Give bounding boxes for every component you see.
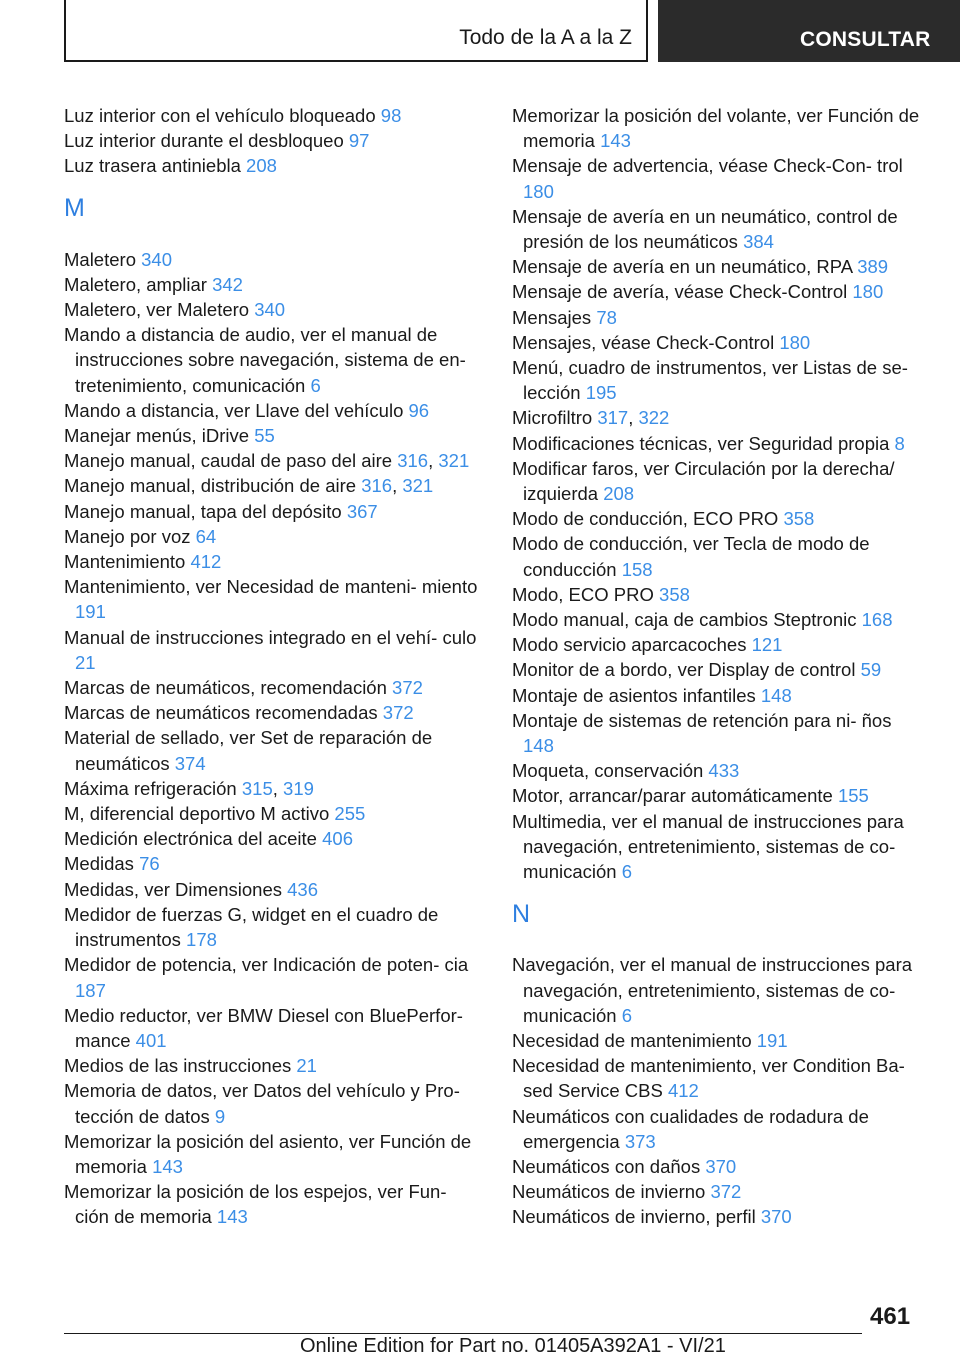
footer-divider bbox=[64, 1333, 862, 1334]
index-entry bbox=[64, 1078, 478, 1128]
index-entry: Manejo manual, distribución de aire 316, 321 bbox=[64, 475, 434, 497]
letter-heading: N bbox=[512, 900, 531, 929]
index-entry-text: Memorizar la posición del asiento, ver Función de memoria bbox=[64, 1130, 472, 1177]
index-entry-text: Material de sellado, ver Set de reparación de neumáticos bbox=[64, 727, 433, 774]
page-link[interactable]: 59 bbox=[860, 659, 882, 681]
page-link[interactable]: 180 bbox=[523, 180, 554, 202]
index-entry-text: Modificar faros, ver Circulación por la derecha/ izquierda bbox=[512, 457, 895, 505]
index-entry: Manejo manual, caudal de paso del aire 316, 321 bbox=[64, 450, 470, 472]
page-link[interactable]: 208 bbox=[246, 155, 277, 177]
index-entry bbox=[512, 683, 922, 708]
letter-heading: M bbox=[64, 193, 85, 222]
index-entry-text: Mensaje de avería en un neumático, RPA bbox=[512, 256, 853, 278]
header-section-box bbox=[64, 0, 648, 62]
index-entry-text: Mando a distancia de audio, ver el manual de instrucciones sobre navegación, sistema de en‐ tretenimiento, comunicación bbox=[64, 324, 466, 396]
index-entry bbox=[512, 1028, 922, 1053]
page-link[interactable]: 143 bbox=[216, 1206, 248, 1228]
index-entry bbox=[512, 758, 922, 783]
index-entry bbox=[64, 725, 478, 775]
index-entry-text: Maletero, ampliar bbox=[64, 273, 207, 295]
index-entry bbox=[512, 153, 922, 203]
index-entry bbox=[64, 297, 478, 322]
index-entry bbox=[512, 582, 922, 607]
index-entry-text: Moqueta, conservación bbox=[512, 760, 704, 782]
index-entry bbox=[64, 1053, 478, 1078]
index-entry-text: Multimedia, ver el manual de instrucciones para navegación, entretenimiento, sistemas de co‐ municación bbox=[512, 810, 904, 883]
index-entry bbox=[64, 524, 478, 549]
page-link[interactable]: 121 bbox=[751, 634, 783, 656]
page-link[interactable]: 315 bbox=[241, 777, 273, 799]
index-entry bbox=[512, 279, 922, 304]
page-link[interactable]: 96 bbox=[408, 399, 430, 421]
page-link[interactable]: 6 bbox=[310, 374, 321, 396]
page-link[interactable]: 9 bbox=[214, 1105, 226, 1127]
index-entry-text: Motor, arrancar/parar automáticamente bbox=[512, 785, 833, 807]
page-link[interactable]: 406 bbox=[322, 828, 353, 850]
index-entry bbox=[512, 103, 922, 153]
index-entry bbox=[64, 398, 478, 423]
page-link[interactable]: 155 bbox=[837, 785, 869, 807]
index-entry-text: Medios de las instrucciones bbox=[64, 1055, 292, 1077]
index-entry-text: Medio reductor, ver BMW Diesel con BluePerfor‐ mance bbox=[64, 1004, 463, 1051]
index-entry-text: Medición electrónica del aceite bbox=[64, 828, 317, 850]
tab-consultar[interactable]: CONSULTAR bbox=[800, 28, 931, 51]
index-entry bbox=[512, 431, 922, 456]
index-entry bbox=[512, 355, 922, 405]
index-entry bbox=[512, 204, 922, 254]
index-entry-text: Memorizar la posición del volante, ver Función de memoria bbox=[512, 105, 920, 152]
index-entry bbox=[64, 801, 478, 826]
index-entry-text: Microfiltro bbox=[512, 407, 593, 429]
index-entry-text: Mantenimiento bbox=[64, 551, 186, 573]
page-link[interactable]: 373 bbox=[624, 1130, 656, 1152]
page-link[interactable]: 316 bbox=[397, 450, 429, 472]
index-entry-text: M, diferencial deportivo M activo bbox=[64, 803, 330, 825]
index-entry-text: Mensaje de advertencia, véase Check-Con‐ trol bbox=[512, 155, 903, 177]
index-entry-text: Neumáticos con daños bbox=[512, 1155, 701, 1177]
page-link[interactable]: 187 bbox=[75, 979, 106, 1001]
index-entry bbox=[512, 632, 922, 657]
index-entry-text: Mensaje de avería, véase Check-Control bbox=[512, 281, 848, 303]
index-entry bbox=[64, 675, 478, 700]
index-entry bbox=[512, 1154, 922, 1179]
page-link[interactable]: 389 bbox=[857, 256, 889, 278]
page-link[interactable]: 178 bbox=[186, 929, 217, 951]
page-link[interactable]: 143 bbox=[152, 1155, 183, 1177]
index-entry-text: Maletero bbox=[64, 248, 136, 270]
index-entry-text: Mensajes, véase Check-Control bbox=[512, 331, 775, 353]
index-entry bbox=[64, 574, 478, 624]
page-link[interactable]: 76 bbox=[139, 853, 160, 875]
page-number: 461 bbox=[870, 1303, 911, 1330]
index-entry bbox=[512, 1179, 922, 1204]
index-entry bbox=[512, 254, 922, 279]
index-entry bbox=[64, 247, 478, 272]
index-entry-text: Montaje de asientos infantiles bbox=[512, 684, 756, 706]
index-entry bbox=[512, 657, 922, 682]
page-link[interactable]: 358 bbox=[659, 583, 690, 605]
index-entry-text: Modo servicio aparcacoches bbox=[512, 634, 747, 656]
page-link[interactable]: 321 bbox=[438, 450, 470, 472]
page-link[interactable]: 208 bbox=[603, 483, 635, 505]
index-entry bbox=[64, 272, 478, 297]
index-entry bbox=[64, 549, 478, 574]
index-column-right bbox=[512, 103, 922, 1230]
index-entry bbox=[64, 952, 478, 1002]
page-link[interactable]: 191 bbox=[75, 601, 106, 623]
index-entry bbox=[512, 330, 922, 355]
index-entry bbox=[64, 103, 478, 128]
footer-edition-text: Online Edition for Part no. 01405A392A1 - VI/21 bbox=[300, 1335, 726, 1357]
page-link[interactable]: 317 bbox=[597, 407, 629, 429]
index-entry bbox=[64, 423, 478, 448]
index-entry-text: Mensaje de avería en un neumático, control de presión de los neumáticos bbox=[512, 205, 898, 253]
index-entry bbox=[512, 1104, 922, 1154]
index-entry-text: Memoria de datos, ver Datos del vehículo y Pro‐ tección de datos bbox=[64, 1080, 460, 1127]
index-entry-text: Necesidad de mantenimiento bbox=[512, 1029, 752, 1051]
page-link[interactable]: 401 bbox=[135, 1029, 167, 1051]
index-entry bbox=[512, 1053, 922, 1103]
index-entry-text: Modo, ECO PRO bbox=[512, 583, 654, 605]
page-link[interactable]: 64 bbox=[195, 525, 217, 547]
index-entry bbox=[512, 607, 922, 632]
index-entry-text: Mensajes bbox=[512, 306, 592, 328]
index-entry-text: Mantenimiento, ver Necesidad de manteni‐ miento bbox=[64, 576, 478, 598]
page-link[interactable]: 195 bbox=[585, 382, 617, 404]
page-link[interactable]: 21 bbox=[296, 1055, 317, 1077]
index-entry bbox=[64, 1129, 478, 1179]
index-entry bbox=[64, 877, 478, 902]
page-link[interactable]: 342 bbox=[212, 273, 243, 295]
page-link[interactable]: 367 bbox=[346, 500, 378, 522]
page-link[interactable]: 78 bbox=[596, 306, 617, 328]
index-entry-text: Medidor de fuerzas G, widget en el cuadro de instrumentos bbox=[64, 903, 439, 951]
index-entry: Máxima refrigeración 315, 319 bbox=[64, 777, 314, 799]
page-link[interactable]: 8 bbox=[894, 432, 905, 454]
index-entry bbox=[64, 826, 478, 851]
index-entry bbox=[512, 305, 922, 330]
index-entry bbox=[64, 1179, 478, 1229]
index-entry-text: Medidas bbox=[64, 853, 134, 875]
index-entry-text: Luz trasera antiniebla bbox=[64, 155, 241, 177]
page-link[interactable]: 370 bbox=[760, 1206, 792, 1228]
index-entry bbox=[64, 153, 478, 178]
index-entry-text: Manejo manual, tapa del depósito bbox=[64, 500, 342, 522]
index-entry-text: Medidas, ver Dimensiones bbox=[64, 878, 282, 900]
index-entry-text: Memorizar la posición de los espejos, ver Fun‐ ción de memoria bbox=[64, 1181, 447, 1228]
index-entry bbox=[64, 902, 478, 952]
page-link[interactable]: 372 bbox=[382, 702, 414, 724]
index-entry-text: Maletero, ver Maletero bbox=[64, 299, 250, 321]
page-link[interactable]: 372 bbox=[710, 1181, 742, 1203]
page-link[interactable]: 316 bbox=[361, 475, 393, 497]
page-link[interactable]: 412 bbox=[667, 1080, 699, 1102]
index-entry-text: Luz interior durante el desbloqueo bbox=[64, 130, 344, 152]
page-link[interactable]: 55 bbox=[254, 425, 275, 447]
index-entry-text: Luz interior con el vehículo bloqueado bbox=[64, 105, 376, 126]
page-link[interactable]: 168 bbox=[861, 609, 893, 631]
page-link[interactable]: 321 bbox=[402, 475, 434, 497]
index-entry bbox=[512, 809, 922, 885]
index-entry-text: Mando a distancia, ver Llave del vehículo bbox=[64, 399, 404, 421]
page-link[interactable]: 433 bbox=[708, 760, 740, 782]
index-entry bbox=[64, 625, 478, 675]
page-link[interactable]: 322 bbox=[638, 407, 670, 429]
index-entry bbox=[512, 952, 922, 1028]
page-link[interactable]: 148 bbox=[760, 684, 792, 706]
index-entry-text: Neumáticos de invierno bbox=[512, 1181, 706, 1203]
index-entry-text: Menú, cuadro de instrumentos, ver Listas de se‐ lección bbox=[512, 357, 908, 404]
page-link[interactable]: 319 bbox=[283, 777, 314, 799]
index-entry-text: Manejo por voz bbox=[64, 525, 191, 547]
index-entry bbox=[512, 1204, 922, 1229]
section-title: Todo de la A a la Z bbox=[459, 26, 632, 49]
page-link[interactable]: 98 bbox=[380, 105, 402, 126]
page-link[interactable]: 148 bbox=[523, 735, 554, 757]
page-link[interactable]: 340 bbox=[141, 248, 172, 270]
page-link[interactable]: 370 bbox=[705, 1155, 737, 1177]
index-entry bbox=[64, 499, 478, 524]
index-entry-text: Montaje de sistemas de retención para ni‐ ños bbox=[512, 709, 892, 731]
page-link[interactable]: 180 bbox=[852, 281, 884, 303]
index-entry-text: Navegación, ver el manual de instrucciones para navegación, entretenimiento, sistemas de co‐ municación bbox=[512, 954, 913, 1026]
index-entry-text: Máxima refrigeración bbox=[64, 777, 237, 799]
page-link[interactable]: 372 bbox=[392, 677, 423, 699]
index-entry-text: Modo manual, caja de cambios Steptronic bbox=[512, 609, 857, 631]
page-link[interactable]: 158 bbox=[621, 558, 653, 580]
index-entry bbox=[64, 128, 478, 153]
page-link[interactable]: 97 bbox=[348, 130, 370, 152]
page-link[interactable]: 374 bbox=[174, 752, 206, 774]
index-entry bbox=[512, 506, 922, 531]
index-column-left bbox=[64, 103, 478, 1230]
page-link[interactable]: 6 bbox=[621, 1004, 633, 1026]
index-entry: Microfiltro 317, 322 bbox=[512, 407, 670, 429]
page-link[interactable]: 436 bbox=[287, 878, 318, 900]
index-entry-text: Neumáticos con cualidades de rodadura de emergencia bbox=[512, 1105, 869, 1152]
index-entry bbox=[512, 783, 922, 808]
index-entry-text: Manual de instrucciones integrado en el vehí‐ culo bbox=[64, 626, 477, 648]
page-link[interactable]: 191 bbox=[756, 1029, 788, 1051]
index-entry-text: Manejar menús, iDrive bbox=[64, 425, 250, 447]
index-entry-text: Manejo manual, distribución de aire bbox=[64, 475, 357, 497]
page-link[interactable]: 340 bbox=[254, 299, 286, 321]
page-link[interactable]: 255 bbox=[334, 803, 366, 825]
index-entry-text: Marcas de neumáticos, recomendación bbox=[64, 677, 387, 699]
index-entry bbox=[64, 322, 478, 398]
index-entry-text: Modo de conducción, ver Tecla de modo de conducción bbox=[512, 533, 870, 580]
index-entry bbox=[64, 1003, 478, 1053]
index-entry-text: Monitor de a bordo, ver Display de control bbox=[512, 659, 856, 681]
index-entry bbox=[512, 708, 922, 758]
index-entry-text: Modificaciones técnicas, ver Seguridad propia bbox=[512, 432, 890, 454]
page-link[interactable]: 143 bbox=[600, 130, 631, 152]
header-tab[interactable] bbox=[658, 0, 960, 62]
index-entry bbox=[64, 851, 478, 876]
index-entry-text: Necesidad de mantenimiento, ver Condition Ba‐ sed Service CBS bbox=[512, 1055, 905, 1102]
index-entry-text: Modo de conducción, ECO PRO bbox=[512, 508, 779, 530]
index-entry-text: Marcas de neumáticos recomendadas bbox=[64, 702, 378, 724]
page-link[interactable]: 6 bbox=[621, 861, 633, 883]
index-entry bbox=[64, 700, 478, 725]
page-link[interactable]: 180 bbox=[779, 331, 811, 353]
index-entry bbox=[512, 531, 922, 581]
index-entry bbox=[512, 456, 922, 506]
page-link[interactable]: 21 bbox=[75, 651, 96, 673]
index-entry-text: Medidor de potencia, ver Indicación de poten‐ cia bbox=[64, 954, 469, 976]
index-entry-text: Neumáticos de invierno, perfil bbox=[512, 1206, 756, 1228]
page-link[interactable]: 412 bbox=[190, 551, 222, 573]
index-entry-text: Manejo manual, caudal de paso del aire bbox=[64, 450, 393, 472]
page-link[interactable]: 358 bbox=[783, 508, 815, 530]
page-link[interactable]: 384 bbox=[743, 231, 774, 253]
